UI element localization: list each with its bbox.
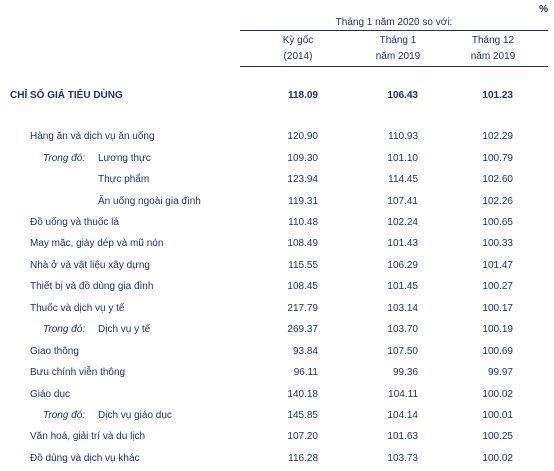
row-label: Thực phẩm — [98, 174, 150, 185]
row-value-2: 103.70 — [387, 324, 418, 335]
table-row — [0, 279, 554, 295]
table-row — [0, 365, 554, 381]
row-value-1: 118.09 — [287, 90, 318, 101]
table-row — [0, 236, 554, 252]
row-value-2: 101.63 — [387, 431, 418, 442]
row-value-3: 102.29 — [482, 131, 513, 142]
row-value-3: 101.47 — [482, 260, 513, 271]
row-value-3: 100.25 — [482, 431, 513, 442]
table-row — [0, 194, 554, 210]
row-prefix: Trong đó: — [43, 410, 86, 421]
table-row — [0, 215, 554, 231]
row-value-1: 108.49 — [287, 238, 318, 249]
row-value-2: 104.14 — [387, 410, 418, 421]
row-label: Dịch vụ y tế — [98, 324, 151, 335]
total-row — [0, 88, 554, 104]
column-header-dec-2019-line2: năm 2019 — [470, 51, 516, 62]
column-header-jan-2019-line2: năm 2019 — [375, 51, 421, 62]
column-header-dec-2019 — [453, 33, 533, 65]
row-value-1: 120.90 — [287, 131, 318, 142]
row-value-3: 100.27 — [482, 281, 513, 292]
row-value-3: 100.01 — [482, 410, 513, 421]
row-value-2: 101.45 — [387, 281, 418, 292]
row-value-1: 119.31 — [288, 196, 318, 207]
row-value-3: 100.02 — [482, 389, 513, 400]
table-row — [0, 387, 554, 403]
table-row — [0, 129, 554, 145]
row-value-3: 100.02 — [482, 453, 513, 464]
row-value-2: 104.11 — [388, 389, 418, 400]
row-value-1: 140.18 — [287, 389, 318, 400]
table-row — [0, 429, 554, 445]
row-label: May mặc, giày dép và mũ nón — [30, 238, 164, 249]
row-label: Hàng ăn và dịch vụ ăn uống — [30, 131, 155, 142]
row-value-3: 100.19 — [482, 324, 513, 335]
row-value-2: 101.10 — [387, 153, 418, 164]
table-row — [0, 408, 554, 424]
row-value-3: 100.33 — [482, 238, 513, 249]
row-value-1: 116.28 — [288, 453, 318, 464]
row-value-2: 110.93 — [388, 131, 418, 142]
row-label: Bưu chính viễn thông — [30, 367, 126, 378]
row-value-3: 102.60 — [482, 174, 513, 185]
row-value-3: 99.97 — [487, 367, 513, 378]
row-value-2: 103.73 — [387, 453, 418, 464]
row-label: Lương thực — [98, 153, 151, 164]
row-label: Nhà ở và vật liệu xây dựng — [30, 260, 150, 271]
row-label: Đồ uống và thuốc lá — [30, 217, 119, 228]
row-value-1: 217.79 — [287, 303, 318, 314]
row-value-3: 100.69 — [482, 346, 513, 357]
row-value-2: 106.29 — [387, 260, 418, 271]
row-value-3: 100.79 — [482, 153, 513, 164]
row-label: Thiết bị và đồ dùng gia đình — [30, 281, 154, 292]
table-row — [0, 322, 554, 338]
row-value-3: 102.26 — [482, 196, 513, 207]
row-value-1: 115.55 — [288, 260, 318, 271]
row-label: Ăn uống ngoài gia đình — [98, 196, 201, 207]
row-value-2: 114.45 — [388, 174, 418, 185]
row-label: Giao thông — [30, 346, 79, 357]
table-row — [0, 258, 554, 274]
row-label: Thuốc và dịch vụ y tế — [30, 303, 125, 314]
column-header-base-line2: (2014) — [283, 51, 313, 62]
column-header-underline — [240, 66, 548, 67]
column-header-jan-2019-line1: Tháng 1 — [379, 35, 417, 46]
table-row — [0, 451, 554, 467]
row-value-1: 108.45 — [287, 281, 318, 292]
row-value-1: 93.84 — [292, 346, 318, 357]
row-value-3: 101.23 — [482, 90, 513, 101]
row-value-2: 101.43 — [387, 238, 418, 249]
row-value-1: 96.11 — [293, 367, 318, 378]
unit-label: % — [539, 4, 548, 15]
row-value-2: 107.50 — [387, 346, 418, 357]
group-header: Tháng 1 năm 2020 so với: — [335, 17, 453, 28]
row-value-1: 110.48 — [288, 217, 318, 228]
row-value-2: 107.41 — [387, 196, 418, 207]
row-prefix: Trong đó: — [43, 324, 86, 335]
row-prefix: Trong đó: — [43, 153, 86, 164]
row-label: Giáo dục — [30, 389, 71, 400]
table-row — [0, 172, 554, 188]
column-header-base-line1: Kỳ gốc — [282, 35, 314, 46]
row-value-1: 269.37 — [287, 324, 318, 335]
row-value-2: 106.43 — [387, 90, 418, 101]
row-label: Đồ dùng và dịch vụ khác — [30, 453, 140, 464]
row-value-3: 100.65 — [482, 217, 513, 228]
row-value-1: 123.94 — [287, 174, 318, 185]
row-label: Văn hoá, giải trí và du lịch — [30, 431, 146, 442]
row-label: CHỈ SỐ GIÁ TIÊU DÙNG — [10, 90, 123, 101]
row-value-1: 109.30 — [287, 153, 318, 164]
column-header-jan-2019 — [358, 33, 438, 65]
group-header-underline — [240, 30, 548, 31]
table-row — [0, 301, 554, 317]
row-value-2: 102.24 — [387, 217, 418, 228]
table-row — [0, 344, 554, 360]
table-row — [0, 151, 554, 167]
row-label: Dịch vụ giáo dục — [98, 410, 172, 421]
row-value-1: 107.20 — [287, 431, 318, 442]
row-value-2: 103.14 — [387, 303, 418, 314]
column-header-base — [258, 33, 338, 65]
row-value-1: 145.85 — [287, 410, 318, 421]
row-value-3: 100.17 — [482, 303, 513, 314]
column-header-dec-2019-line1: Tháng 12 — [471, 35, 515, 46]
row-value-2: 99.36 — [392, 367, 418, 378]
